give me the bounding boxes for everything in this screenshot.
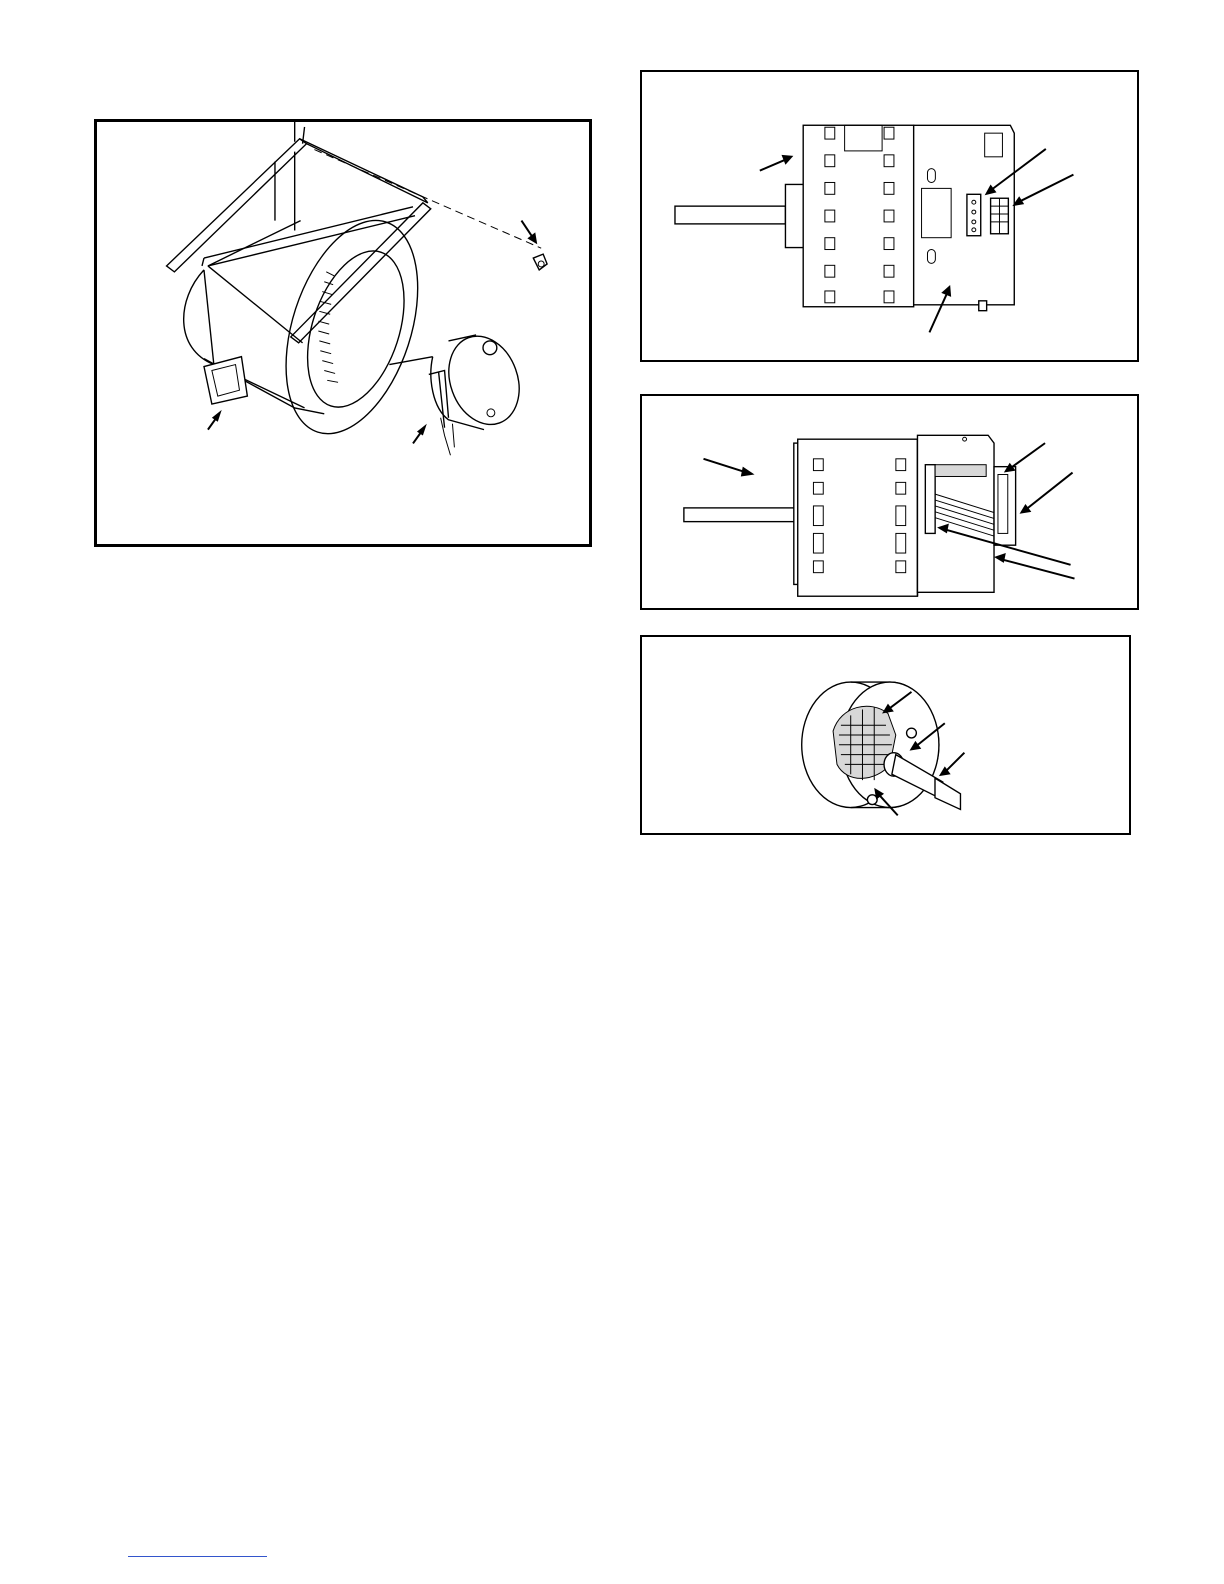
ecm-motor-top-drawing-icon <box>642 396 1137 608</box>
footer-link-underline <box>128 1556 267 1557</box>
ecm-motor-end-drawing-icon <box>642 637 1129 833</box>
ecm-motor-end-figure <box>640 635 1131 835</box>
blower-assembly-figure <box>94 119 592 547</box>
ecm-motor-side-figure <box>640 70 1139 362</box>
ecm-motor-top-figure <box>640 394 1139 610</box>
blower-assembly-drawing-icon <box>97 122 589 544</box>
ecm-motor-side-drawing-icon <box>642 72 1137 360</box>
